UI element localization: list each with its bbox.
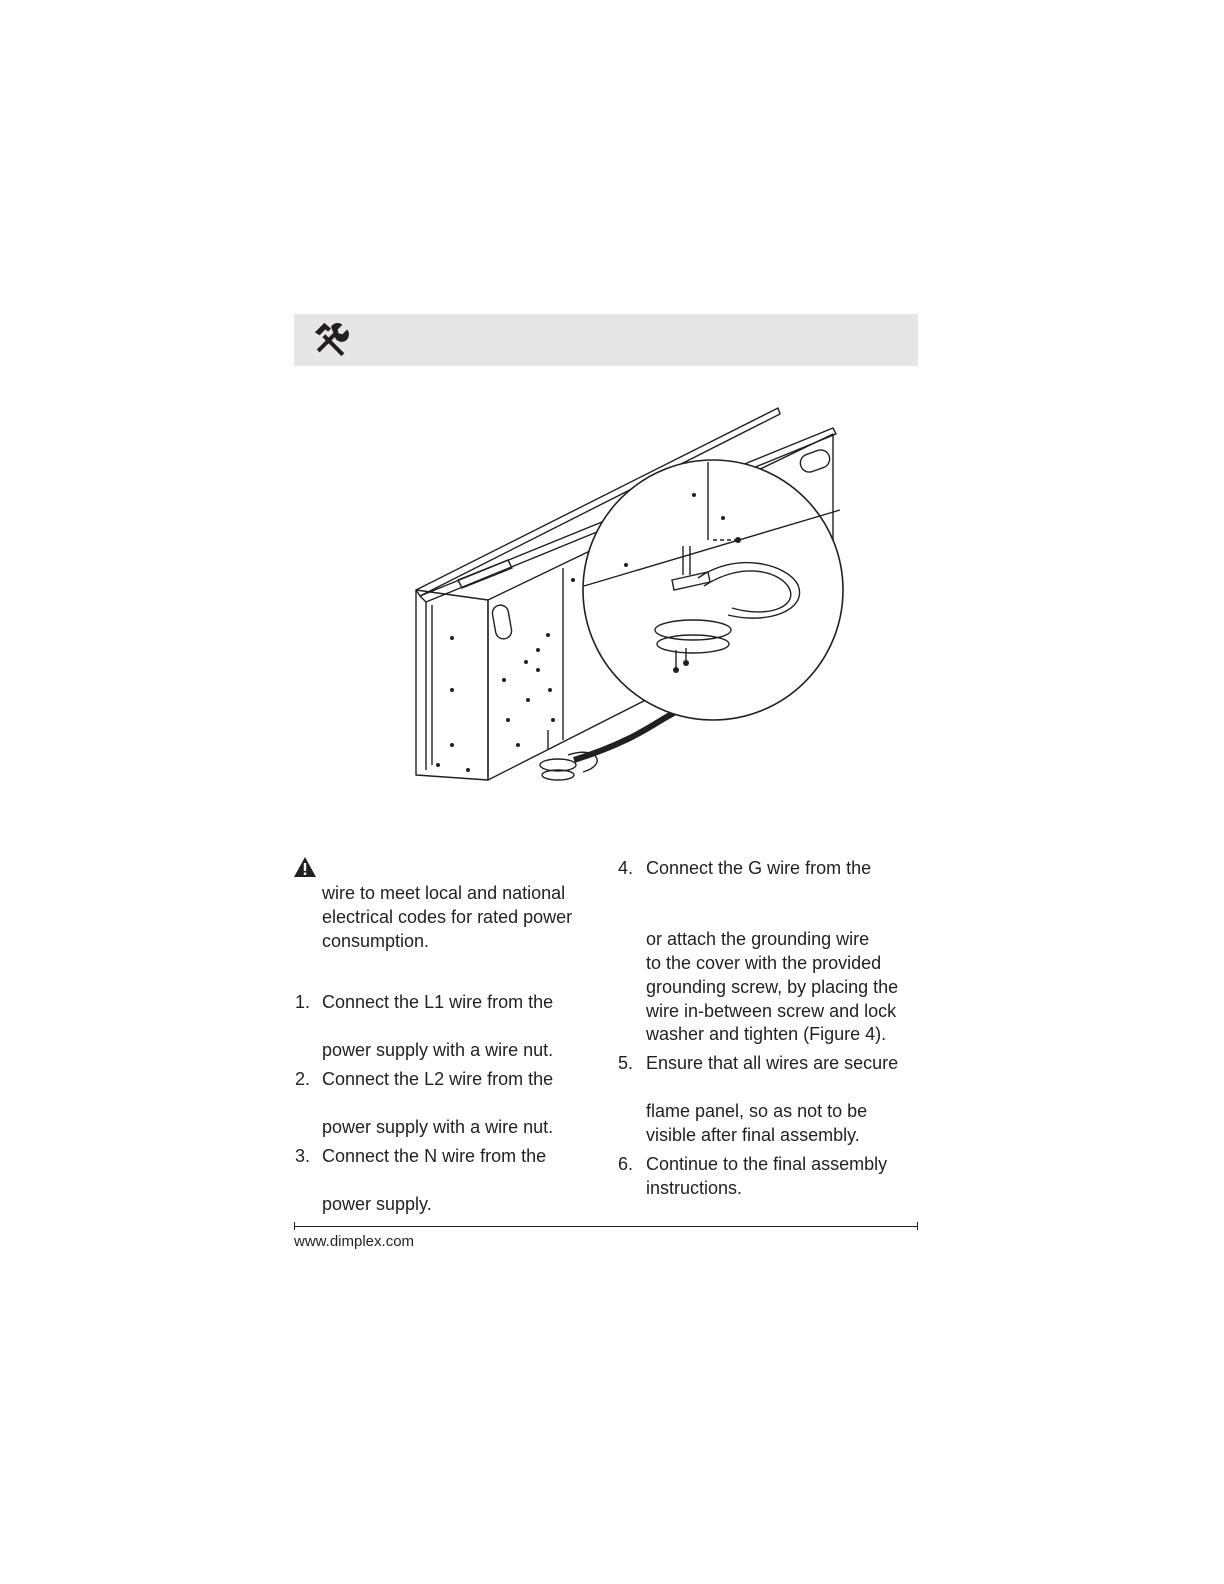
warning-line: consumption. [322,931,430,951]
step-line: power supply with a wire nut. [322,1040,554,1060]
warning-line: electrical codes for rated power [322,907,573,927]
step-line: Continue to the final assembly [646,1154,888,1174]
step-number: 1. [295,992,311,1012]
tools-icon [312,321,350,359]
warning-icon [293,856,317,878]
fireplace-wiring-diagram [408,400,854,810]
step-line: Connect the L1 wire from the [322,992,554,1012]
step-line: wire in-between screw and lock [646,1001,897,1021]
step-number: 6. [618,1154,634,1174]
step-line: instructions. [646,1178,743,1198]
step-line: flame panel, so as not to be [646,1101,868,1121]
footer-rule-tick [294,1222,295,1230]
footer-url[interactable]: www.dimplex.com [294,1233,415,1250]
step-line: Connect the N wire from the [322,1146,547,1166]
step-number: 2. [295,1069,311,1089]
step-line: visible after final assembly. [646,1125,860,1145]
footer-rule-tick [917,1222,918,1230]
warning-line: wire to meet local and national [322,883,566,903]
step-line: Connect the G wire from the [646,858,872,878]
step-line: to the cover with the provided [646,953,882,973]
step-number: 3. [295,1146,311,1166]
step-number: 4. [618,858,634,878]
step-number: 5. [618,1053,634,1073]
step-line: grounding screw, by placing the [646,977,899,997]
step-line: or attach the grounding wire [646,929,870,949]
step-line: Ensure that all wires are secure [646,1053,899,1073]
step-line: Connect the L2 wire from the [322,1069,554,1089]
step-line: power supply with a wire nut. [322,1117,554,1137]
footer-rule [294,1226,918,1227]
section-header-bar [294,314,918,366]
step-line: power supply. [322,1194,432,1214]
step-line: washer and tighten (Figure 4). [646,1024,887,1044]
